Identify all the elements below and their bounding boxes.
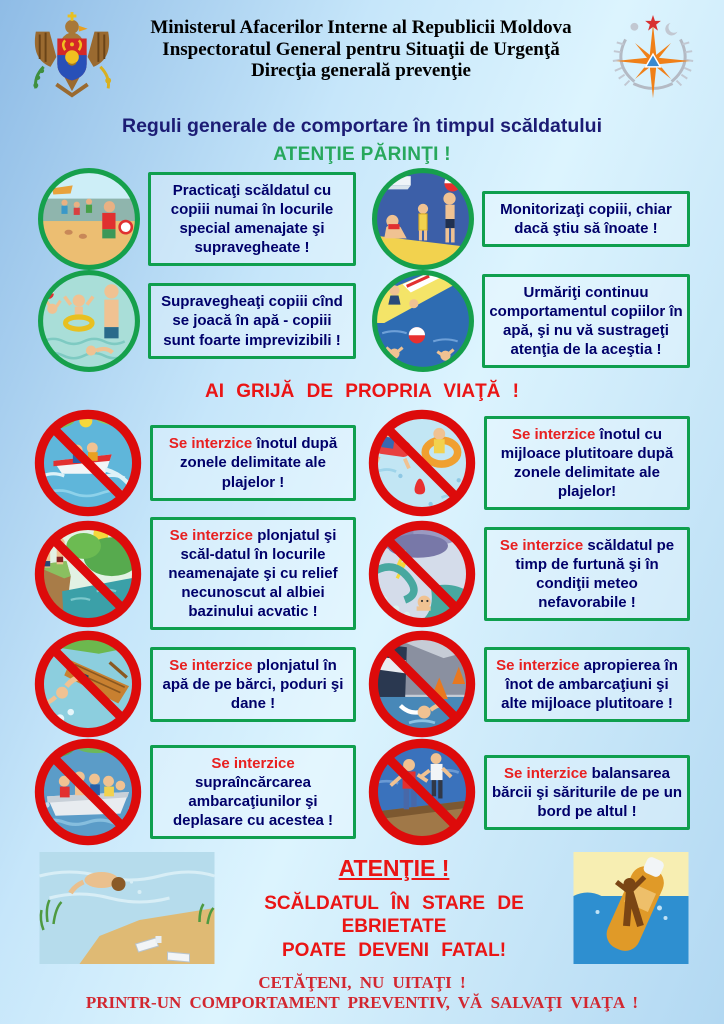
alcohol-warning-lines bbox=[226, 892, 562, 962]
rule-textbox bbox=[482, 274, 690, 368]
ministry-header-text bbox=[124, 12, 598, 82]
alcohol-line-3: POATE DEVENI FATAL! bbox=[281, 939, 507, 961]
forbidden-label: Se interzice bbox=[511, 425, 596, 443]
danger-heading: AI GRIJĂ DE PROPRIA VIAŢĂ ! bbox=[204, 381, 520, 402]
prohibition-item bbox=[38, 409, 356, 517]
parent-rule-item bbox=[372, 168, 690, 270]
org-line-1: Ministerul Afacerilor Interne al Republicii Moldova bbox=[150, 17, 572, 38]
prohibition-item bbox=[38, 738, 356, 846]
rule-text: supraîncărcarea ambarcaţiunilor şi deplasare cu acestea ! bbox=[172, 774, 334, 830]
alcohol-line-2: EBRIETATE bbox=[341, 916, 447, 938]
rule-textbox bbox=[482, 191, 690, 247]
page-title: Reguli generale de comportare în timpul scăldatului bbox=[121, 115, 603, 137]
rule-textbox bbox=[484, 647, 690, 722]
parent-rule-item bbox=[372, 270, 690, 372]
no-approaching-vessels-sign bbox=[368, 630, 476, 738]
no-swimming-in-storm-sign bbox=[368, 520, 476, 628]
rule-textbox bbox=[484, 527, 690, 621]
rule-textbox bbox=[150, 647, 356, 722]
rule-text: Supravegheaţi copiii cînd se joacă în apă - copiii sunt foarte imprevizibili ! bbox=[161, 293, 343, 349]
attention-title: ATENŢIE ! bbox=[338, 855, 450, 882]
no-diving-in-unknown-places-sign bbox=[34, 520, 142, 628]
prohibition-item bbox=[372, 409, 690, 517]
footer-line-2: PRINTR-UN COMPORTAMENT PREVENTIV, VĂ SALVAŢI VIAŢA ! bbox=[85, 993, 639, 1013]
rule-text: înotul cu mijloace plutitoare după zonele delimitate ale plajelor! bbox=[500, 425, 674, 501]
rule-textbox bbox=[484, 416, 690, 510]
alcohol-warning-text bbox=[226, 852, 562, 962]
alcohol-warning-section bbox=[0, 846, 724, 964]
parent-rule-item bbox=[38, 168, 356, 270]
forbidden-label: Se interzice bbox=[168, 435, 253, 453]
sinking-bottle-person-illustration bbox=[572, 852, 690, 964]
rule-text: înotul după zonele delimitate ale plajelor ! bbox=[180, 435, 338, 491]
children-playing-in-water-illustration bbox=[38, 270, 140, 372]
forbidden-label: Se interzice bbox=[496, 656, 580, 674]
alcohol-line-1: SCĂLDATUL ÎN STARE DE bbox=[264, 893, 524, 915]
forbidden-label: Se interzice bbox=[169, 527, 254, 544]
parents-heading: ATENŢIE PĂRINŢI ! bbox=[273, 144, 451, 165]
children-swimming-near-pier-illustration bbox=[372, 270, 474, 372]
rule-text: balansarea bărcii şi săriturile de pe un bord pe altul ! bbox=[491, 764, 683, 820]
civil-protection-emblem-icon bbox=[606, 14, 700, 108]
header bbox=[0, 0, 724, 108]
rule-text: Practicaţi scăldatul cu copiii numai în locurile special amenajate şi supravegheate ! bbox=[170, 181, 334, 257]
no-overloading-boats-sign bbox=[34, 738, 142, 846]
prohibition-item bbox=[372, 517, 690, 630]
rule-text: plonjatul şi scăl-datul în locurile neamenajate şi cu relief necunoscut al albiei bazinului acvatic ! bbox=[168, 527, 338, 621]
prohibition-item bbox=[372, 738, 690, 846]
rule-text: plonjatul în apă de pe bărci, poduri şi dane ! bbox=[162, 656, 344, 712]
rule-textbox bbox=[150, 517, 356, 630]
parents-grid bbox=[0, 166, 724, 372]
rule-text: apropierea în înot de ambarcaţiuni şi alte mijloace plutitoare ! bbox=[501, 656, 678, 712]
footer-line-1: CETĂŢENI, NU UITAŢI ! bbox=[258, 973, 466, 993]
forbidden-label: Se interzice bbox=[211, 755, 295, 773]
rule-textbox bbox=[150, 425, 356, 500]
no-diving-from-boats-sign bbox=[34, 630, 142, 738]
forbidden-label: Se interzice bbox=[504, 764, 588, 782]
supervised-beach-illustration bbox=[38, 168, 140, 270]
moldova-coat-of-arms-icon bbox=[28, 12, 116, 106]
prohibitions-grid bbox=[0, 407, 724, 846]
prohibition-item bbox=[372, 630, 690, 738]
org-line-2: Inspectoratul General pentru Situaţii de Urgenţă bbox=[162, 38, 560, 60]
monitoring-children-beach-illustration bbox=[372, 168, 474, 270]
no-swimming-beyond-beach-zones-sign bbox=[34, 409, 142, 517]
rule-text: Urmăriţi continuu comportamentul copiilor în apă, şi nu vă sustrageţi atenţia de la aceştia ! bbox=[489, 283, 683, 359]
no-rocking-boat-sign bbox=[368, 738, 476, 846]
prohibition-item bbox=[38, 517, 356, 630]
drowned-person-on-shore-illustration bbox=[38, 852, 216, 964]
forbidden-label: Se interzice bbox=[499, 536, 584, 554]
org-line-3: Direcţia generală prevenţie bbox=[251, 60, 471, 82]
rule-text: scăldatul pe timp de furtună şi în condiţii meteo nefavorabile ! bbox=[515, 536, 675, 611]
rule-text: Monitorizaţi copiii, chiar dacă ştiu să înoate ! bbox=[500, 200, 672, 237]
rule-textbox bbox=[148, 172, 356, 266]
forbidden-label: Se interzice bbox=[169, 656, 253, 674]
no-floating-devices-beyond-zones-sign bbox=[368, 409, 476, 517]
rule-textbox bbox=[150, 745, 356, 839]
rule-textbox bbox=[148, 283, 356, 358]
prohibition-item bbox=[38, 630, 356, 738]
parent-rule-item bbox=[38, 270, 356, 372]
rule-textbox bbox=[484, 755, 690, 830]
